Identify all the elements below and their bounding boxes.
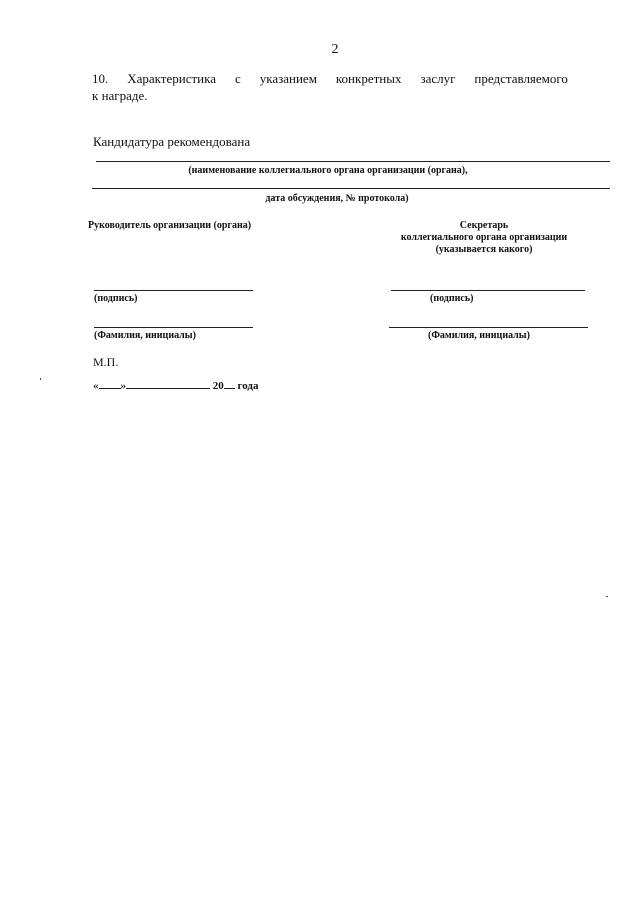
secretary-name-caption: (Фамилия, инициалы)	[428, 330, 530, 341]
item-10-word: заслуг	[420, 71, 456, 86]
year-blank[interactable]	[224, 379, 235, 389]
head-signature-field-line[interactable]	[94, 290, 253, 291]
secretary-name-field-line[interactable]	[389, 327, 588, 328]
head-name-field-line[interactable]	[94, 327, 253, 328]
secretary-title-line: коллегиального органа организации	[400, 232, 568, 243]
item-10-word: представляемого	[474, 71, 568, 86]
discussion-date-field-line[interactable]	[92, 188, 610, 189]
page-number: 2	[331, 42, 339, 57]
item-10-number: 10.	[92, 71, 109, 86]
item-10-second-line: к награде.	[92, 88, 148, 103]
item-10-word: указанием	[259, 71, 317, 86]
date-close-quote: »	[120, 380, 126, 392]
item-10-word: с	[234, 71, 241, 86]
head-of-organization-title: Руководитель организации (органа)	[88, 220, 252, 231]
recommendation-label: Кандидатура рекомендована	[93, 134, 251, 149]
scan-speck	[606, 596, 608, 597]
secretary-signature-caption: (подпись)	[430, 293, 474, 304]
discussion-date-caption: дата обсуждения, № протокола)	[265, 193, 409, 204]
month-blank[interactable]	[126, 379, 210, 389]
year-suffix: года	[237, 380, 259, 392]
head-name-caption: (Фамилия, инициалы)	[94, 330, 196, 341]
secretary-title-line: (указывается какого)	[435, 244, 533, 255]
item-10-paragraph	[92, 70, 568, 104]
day-blank[interactable]	[99, 379, 121, 389]
item-10-first-line	[92, 70, 568, 87]
secretary-title	[380, 220, 588, 256]
signing-date-field	[93, 379, 258, 392]
date-open-quote: «	[93, 380, 99, 392]
secretary-title-line: Секретарь	[459, 220, 509, 231]
item-10-word: конкретных	[335, 71, 402, 86]
org-name-caption: (наименование коллегиального органа организации (органа),	[188, 165, 468, 176]
org-name-field-line[interactable]	[96, 161, 610, 162]
year-prefix: 20	[212, 380, 224, 392]
scan-speck	[40, 378, 41, 380]
stamp-place-label: М.П.	[93, 355, 119, 369]
head-signature-caption: (подпись)	[94, 293, 138, 304]
item-10-word: Характеристика	[127, 71, 216, 86]
secretary-signature-field-line[interactable]	[391, 290, 585, 291]
